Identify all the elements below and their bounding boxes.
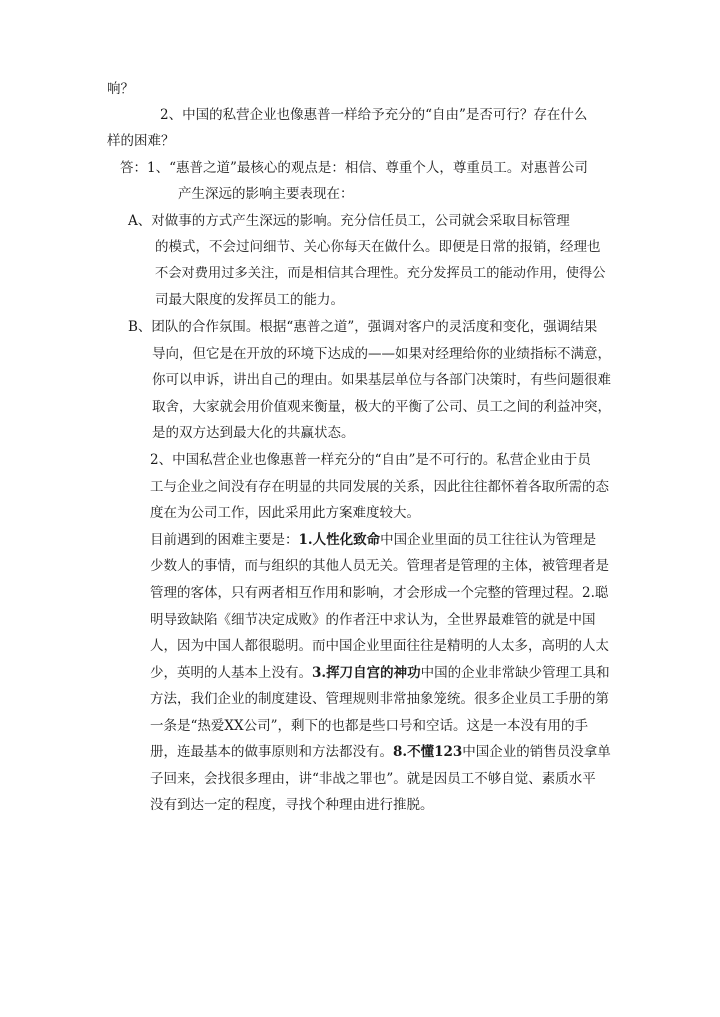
difficulty-line: 没有到达一定的程度，寻找个种理由进行推脱。 [150,797,434,813]
difficulty-heading: 8.不懂123 [393,744,463,760]
difficulty-line [150,742,611,762]
difficulty-text: 中国的企业非常缺少管理工具和 [420,665,610,681]
difficulty-heading: 3.挥刀自宫的神功 [312,665,421,681]
difficulty-line: 人，因为中国人都很聪明。而中国企业里面往往是精明的人太多，高明的人太 [150,638,609,654]
answer-2-line: 2、中国私营企业也像惠普一样充分的“自由”是不可行的。私营企业由于员 [150,452,591,468]
answer-2-line: 工与企业之间没有存在明显的共同发展的关系，因此往往都怀着各取所需的态 [150,479,609,495]
difficulty-heading: 1.人性化致命 [298,532,381,548]
point-a-line: 司最大限度的发挥员工的能力。 [155,292,344,308]
point-b-line: B、团队的合作氛围。根据“惠普之道”，强调对客户的灵活度和变化，强调结果 [128,319,598,335]
difficulty-line: 方法，我们企业的制度建设、管理规则非常抽象笼统。很多企业员工手册的第 [150,691,609,707]
point-b-line: 你可以申诉，讲出自己的理由。如果基层单位与各部门决策时，有些问题很难 [152,372,611,388]
difficulty-text: 少，英明的人基本上没有。 [150,665,312,681]
difficulty-text: 中国企业的销售员没拿单 [462,744,611,760]
point-b-line: 取舍，大家就会用价值观来衡量，极大的平衡了公司、员工之间的利益冲突， [152,399,611,415]
point-a-line: 的模式，不会过问细节、关心你每天在做什么。即便是日常的报销，经理也 [155,239,601,255]
difficulty-text: 中国企业里面的员工往往认为管理是 [380,532,597,548]
answer-line: 产生深远的影响主要表现在： [178,186,354,202]
point-a-line: A、对做事的方式产生深远的影响。充分信任员工，公司就会采取目标管理 [128,213,570,229]
difficulty-line: 管理的客体，只有两者相互作用和影响，才会形成一个完整的管理过程。2.聪 [150,585,609,601]
difficulty-line [150,663,610,683]
difficulty-text: 册，连最基本的做事原则和方法都没有。 [150,744,393,760]
question-2-line: 2、中国的私营企业也像惠普一样给予充分的“自由”是否可行？存在什么 [160,107,588,123]
difficulty-line: 少数人的事情，而与组织的其他人员无关。管理者是管理的主体，被管理者是 [150,558,609,574]
difficulty-text: 目前遇到的困难主要是： [150,532,299,548]
answer-2-line: 度在为公司工作，因此采用此方案难度较大。 [150,505,420,521]
text-line: 响？ [107,81,134,97]
point-b-line: 是的双方达到最大化的共赢状态。 [152,425,355,441]
difficulty-line: 明导致缺陷《细节决定成败》的作者汪中求认为，全世界最难管的就是中国 [150,612,596,628]
point-b-line: 导向，但它是在开放的环境下达成的——如果对经理给你的业绩指标不满意， [152,346,611,362]
point-a-line: 不会对费用过多关注，而是相信其合理性。充分发挥员工的能动作用，使得公 [155,266,606,281]
difficulty-line: 子回来，会找很多理由，讲“非战之罪也”。就是因员工不够自觉、素质水平 [150,771,596,787]
answer-line: 答：1、“惠普之道”最核心的观点是：相信、尊重个人，尊重员工。对惠普公司 [120,160,588,176]
question-2-line: 样的困难？ [107,133,175,149]
difficulty-line [150,530,596,550]
difficulty-line: 一条是“热爱XX公司”，剩下的也都是些口号和空话。这是一本没有用的手 [150,718,589,734]
